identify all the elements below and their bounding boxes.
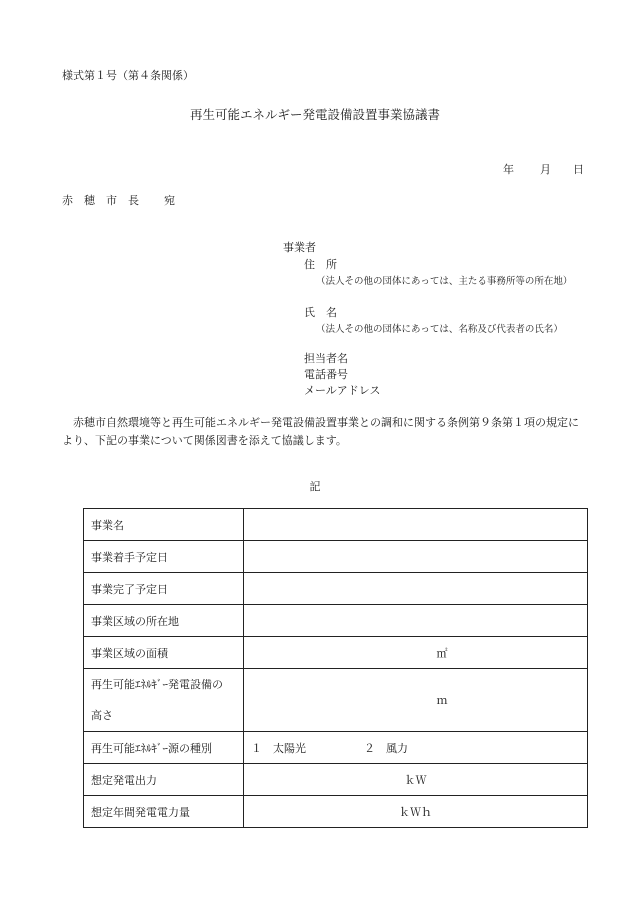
ki-heading: 記 [309,480,321,493]
area-field[interactable] [244,637,588,669]
date-month: 月 [540,163,551,176]
height-field[interactable] [244,669,588,732]
source-field[interactable] [244,732,588,764]
contact-name-label: 担当者名 [304,352,348,365]
table-row [84,732,588,764]
address-label: 住 所 [304,258,337,271]
end-date-label: 事業完了予定日 [84,573,244,605]
phone-label: 電話番号 [304,368,348,381]
height-label-line-2: 高さ [91,709,113,722]
height-label [84,669,244,732]
table-row [84,764,588,796]
end-date-field[interactable] [244,573,588,605]
location-label: 事業区域の所在地 [84,605,244,637]
body-text: 赤穂市自然環境等と再生可能エネルギー発電設備設置事業との調和に関する条例第９条第１項の規定により、下記の事業について関係図書を添えて協議します。 [62,416,579,447]
output-label: 想定発電出力 [84,764,244,796]
area-unit: ㎡ [436,646,448,660]
source-label: 再生可能ｴﾈﾙｷﾞｰ源の種別 [84,732,244,764]
form-number: 様式第１号（第４条関係） [62,69,194,82]
output-field[interactable] [244,764,588,796]
table-row [84,796,588,828]
name-note: （法人その他の団体にあっては、名称及び代表者の氏名） [316,324,563,335]
area-label: 事業区域の面積 [84,637,244,669]
start-date-field[interactable] [244,541,588,573]
addressee-honorific: 宛 [164,194,186,207]
height-label-line-1: 再生可能ｴﾈﾙｷﾞｰ発電設備の [91,678,223,691]
start-date-label: 事業着手予定日 [84,541,244,573]
table-row [84,573,588,605]
addressee [62,192,186,208]
table-row [84,637,588,669]
applicant-heading: 事業者 [283,241,316,254]
project-table [83,508,588,828]
date-day: 日 [573,163,584,176]
output-unit: ｋＷ [404,773,427,787]
annual-label: 想定年間発電電力量 [84,796,244,828]
address-note: （法人その他の団体にあっては、主たる事務所等の所在地） [316,276,573,287]
annual-unit: ｋＷｈ [399,805,432,819]
table-row [84,509,588,541]
annual-field[interactable] [244,796,588,828]
project-name-label: 事業名 [84,509,244,541]
table-row [84,541,588,573]
source-option-solar[interactable]: １ 太陽光 [251,741,306,755]
project-name-field[interactable] [244,509,588,541]
table-row [84,669,588,732]
date-year: 年 [503,163,514,176]
name-label: 氏 名 [304,306,337,319]
addressee-name: 赤穂市長 [62,194,150,207]
height-unit: ｍ [436,694,448,707]
location-field[interactable] [244,605,588,637]
table-row [84,605,588,637]
email-label: メールアドレス [304,384,381,397]
source-option-wind[interactable]: ２ 風力 [364,741,408,755]
document-title: 再生可能エネルギー発電設備設置事業協議書 [189,107,440,122]
